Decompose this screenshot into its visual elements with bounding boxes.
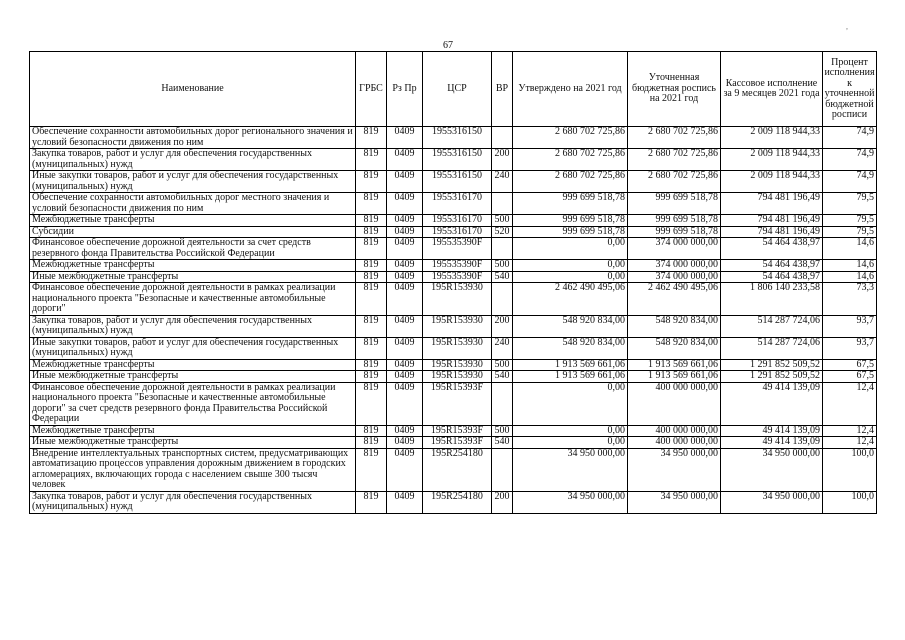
cell-approved: 1 913 569 661,06 (513, 371, 628, 383)
cell-grbs: 819 (356, 337, 387, 359)
cell-csr: 195535390F (423, 260, 492, 272)
cell-grbs: 819 (356, 171, 387, 193)
table-row (30, 491, 877, 513)
table-row (30, 382, 877, 425)
cell-rzpr: 0409 (387, 491, 423, 513)
table-row (30, 425, 877, 437)
cell-csr: 1955316150 (423, 149, 492, 171)
cell-rzpr: 0409 (387, 149, 423, 171)
cell-grbs: 819 (356, 226, 387, 238)
cell-csr: 195R153930 (423, 315, 492, 337)
cell-csr: 195R153930 (423, 337, 492, 359)
cell-cash: 54 464 438,97 (721, 271, 823, 283)
table-row (30, 238, 877, 260)
cell-refined: 400 000 000,00 (628, 425, 721, 437)
cell-name: Иные межбюджетные трансферты (30, 271, 356, 283)
cell-vr (492, 127, 513, 149)
cell-grbs: 819 (356, 149, 387, 171)
cell-vr: 540 (492, 437, 513, 449)
cell-cash: 1 291 852 509,52 (721, 359, 823, 371)
cell-cash: 54 464 438,97 (721, 260, 823, 272)
cell-cash: 49 414 139,09 (721, 437, 823, 449)
cell-percent: 79,5 (823, 226, 877, 238)
cell-csr: 195R254180 (423, 448, 492, 491)
cell-cash: 794 481 196,49 (721, 226, 823, 238)
header-cash: Кассовое исполнение за 9 месяцев 2021 года (721, 52, 823, 127)
cell-grbs: 819 (356, 425, 387, 437)
header-csr: ЦСР (423, 52, 492, 127)
cell-name: Иные межбюджетные трансферты (30, 437, 356, 449)
cell-csr: 195R153930 (423, 283, 492, 316)
cell-rzpr: 0409 (387, 437, 423, 449)
cell-approved: 999 699 518,78 (513, 193, 628, 215)
cell-approved: 0,00 (513, 260, 628, 272)
cell-cash: 2 009 118 944,33 (721, 149, 823, 171)
corner-mark: , (846, 22, 848, 31)
cell-cash: 49 414 139,09 (721, 425, 823, 437)
table-row (30, 271, 877, 283)
cell-cash: 1 291 852 509,52 (721, 371, 823, 383)
cell-refined: 400 000 000,00 (628, 382, 721, 425)
cell-percent: 12,4 (823, 437, 877, 449)
table-body (30, 127, 877, 514)
cell-grbs: 819 (356, 448, 387, 491)
cell-rzpr: 0409 (387, 337, 423, 359)
cell-vr (492, 283, 513, 316)
cell-cash: 34 950 000,00 (721, 448, 823, 491)
table-row (30, 149, 877, 171)
cell-grbs: 819 (356, 193, 387, 215)
cell-name: Обеспечение сохранности автомобильных дорог регионального значения и условий безопасности движения по ним (30, 127, 356, 149)
cell-name: Закупка товаров, работ и услуг для обеспечения государственных (муниципальных) нужд (30, 491, 356, 513)
table-row (30, 437, 877, 449)
header-name: Наименование (30, 52, 356, 127)
cell-name: Финансовое обеспечение дорожной деятельности в рамках реализации национального проекта "Безопасные и качественные автомобильные дороги" за счет средств резервного фонда Правительства Российской Федерации (30, 382, 356, 425)
cell-rzpr: 0409 (387, 226, 423, 238)
cell-vr: 200 (492, 149, 513, 171)
cell-percent: 12,4 (823, 425, 877, 437)
table-row (30, 193, 877, 215)
header-grbs: ГРБС (356, 52, 387, 127)
cell-refined: 374 000 000,00 (628, 271, 721, 283)
cell-approved: 2 680 702 725,86 (513, 127, 628, 149)
cell-vr (492, 193, 513, 215)
cell-grbs: 819 (356, 437, 387, 449)
cell-approved: 0,00 (513, 382, 628, 425)
cell-cash: 34 950 000,00 (721, 491, 823, 513)
table-row (30, 359, 877, 371)
cell-name: Финансовое обеспечение дорожной деятельности в рамках реализации национального проекта "Безопасные и качественные автомобильные дороги" (30, 283, 356, 316)
cell-approved: 34 950 000,00 (513, 491, 628, 513)
cell-cash: 2 009 118 944,33 (721, 171, 823, 193)
cell-name: Межбюджетные трансферты (30, 260, 356, 272)
cell-refined: 400 000 000,00 (628, 437, 721, 449)
cell-vr (492, 238, 513, 260)
cell-vr: 500 (492, 425, 513, 437)
cell-rzpr: 0409 (387, 193, 423, 215)
cell-approved: 999 699 518,78 (513, 215, 628, 227)
header-vr: ВР (492, 52, 513, 127)
cell-refined: 374 000 000,00 (628, 238, 721, 260)
cell-csr: 195535390F (423, 238, 492, 260)
cell-name: Иные межбюджетные трансферты (30, 371, 356, 383)
cell-vr: 500 (492, 215, 513, 227)
cell-grbs: 819 (356, 127, 387, 149)
cell-grbs: 819 (356, 238, 387, 260)
cell-name: Обеспечение сохранности автомобильных дорог местного значения и условий безопасности движения по ним (30, 193, 356, 215)
cell-percent: 74,9 (823, 127, 877, 149)
header-rzpr: Рз Пр (387, 52, 423, 127)
cell-percent: 67,5 (823, 359, 877, 371)
table-row (30, 260, 877, 272)
table-row (30, 371, 877, 383)
cell-percent: 73,3 (823, 283, 877, 316)
cell-percent: 14,6 (823, 238, 877, 260)
header-refined: Уточненная бюджетная роспись на 2021 год (628, 52, 721, 127)
cell-percent: 100,0 (823, 491, 877, 513)
cell-grbs: 819 (356, 315, 387, 337)
cell-name: Субсидии (30, 226, 356, 238)
cell-csr: 1955316170 (423, 215, 492, 227)
cell-approved: 34 950 000,00 (513, 448, 628, 491)
cell-approved: 0,00 (513, 271, 628, 283)
cell-cash: 794 481 196,49 (721, 215, 823, 227)
cell-percent: 74,9 (823, 171, 877, 193)
cell-vr: 240 (492, 337, 513, 359)
cell-vr: 500 (492, 359, 513, 371)
cell-percent: 14,6 (823, 271, 877, 283)
cell-name: Иные закупки товаров, работ и услуг для обеспечения государственных (муниципальных) нужд (30, 171, 356, 193)
cell-cash: 1 806 140 233,58 (721, 283, 823, 316)
cell-name: Внедрение интеллектуальных транспортных систем, предусматривающих автоматизацию процессов управления дорожным движением в городских агломерациях, включающих города с населением свыше 300 тысяч человек (30, 448, 356, 491)
cell-grbs: 819 (356, 215, 387, 227)
cell-rzpr: 0409 (387, 359, 423, 371)
cell-approved: 2 462 490 495,06 (513, 283, 628, 316)
cell-percent: 100,0 (823, 448, 877, 491)
cell-grbs: 819 (356, 382, 387, 425)
cell-rzpr: 0409 (387, 382, 423, 425)
cell-rzpr: 0409 (387, 283, 423, 316)
table-row (30, 127, 877, 149)
cell-refined: 34 950 000,00 (628, 491, 721, 513)
cell-csr: 195R15393F (423, 382, 492, 425)
cell-refined: 999 699 518,78 (628, 193, 721, 215)
cell-refined: 2 680 702 725,86 (628, 171, 721, 193)
cell-vr: 540 (492, 371, 513, 383)
cell-grbs: 819 (356, 491, 387, 513)
cell-csr: 1955316150 (423, 171, 492, 193)
cell-refined: 999 699 518,78 (628, 215, 721, 227)
cell-refined: 2 680 702 725,86 (628, 149, 721, 171)
cell-approved: 2 680 702 725,86 (513, 149, 628, 171)
cell-percent: 93,7 (823, 315, 877, 337)
cell-cash: 2 009 118 944,33 (721, 127, 823, 149)
table-row (30, 448, 877, 491)
cell-rzpr: 0409 (387, 271, 423, 283)
cell-vr: 540 (492, 271, 513, 283)
table-row (30, 215, 877, 227)
cell-rzpr: 0409 (387, 260, 423, 272)
cell-vr: 520 (492, 226, 513, 238)
cell-grbs: 819 (356, 271, 387, 283)
cell-name: Иные закупки товаров, работ и услуг для обеспечения государственных (муниципальных) нужд (30, 337, 356, 359)
cell-csr: 195R153930 (423, 359, 492, 371)
cell-cash: 49 414 139,09 (721, 382, 823, 425)
cell-rzpr: 0409 (387, 238, 423, 260)
cell-approved: 0,00 (513, 238, 628, 260)
cell-vr (492, 382, 513, 425)
table-row (30, 171, 877, 193)
budget-table (29, 51, 877, 514)
cell-csr: 1955316170 (423, 193, 492, 215)
cell-rzpr: 0409 (387, 127, 423, 149)
cell-csr: 195R15393F (423, 425, 492, 437)
cell-refined: 548 920 834,00 (628, 337, 721, 359)
table-row (30, 226, 877, 238)
table-row (30, 337, 877, 359)
cell-vr: 500 (492, 260, 513, 272)
cell-percent: 93,7 (823, 337, 877, 359)
cell-csr: 1955316170 (423, 226, 492, 238)
cell-approved: 0,00 (513, 437, 628, 449)
header-approved: Утверждено на 2021 год (513, 52, 628, 127)
table-row (30, 315, 877, 337)
cell-approved: 548 920 834,00 (513, 337, 628, 359)
cell-approved: 999 699 518,78 (513, 226, 628, 238)
cell-refined: 2 462 490 495,06 (628, 283, 721, 316)
cell-csr: 195R153930 (423, 371, 492, 383)
cell-name: Закупка товаров, работ и услуг для обеспечения государственных (муниципальных) нужд (30, 149, 356, 171)
cell-percent: 67,5 (823, 371, 877, 383)
cell-rzpr: 0409 (387, 371, 423, 383)
cell-csr: 195R15393F (423, 437, 492, 449)
cell-refined: 1 913 569 661,06 (628, 359, 721, 371)
cell-rzpr: 0409 (387, 171, 423, 193)
cell-vr (492, 448, 513, 491)
cell-approved: 2 680 702 725,86 (513, 171, 628, 193)
cell-csr: 195R254180 (423, 491, 492, 513)
cell-cash: 54 464 438,97 (721, 238, 823, 260)
cell-name: Межбюджетные трансферты (30, 425, 356, 437)
cell-approved: 0,00 (513, 425, 628, 437)
table-row (30, 283, 877, 316)
cell-approved: 548 920 834,00 (513, 315, 628, 337)
cell-cash: 514 287 724,06 (721, 337, 823, 359)
cell-csr: 195535390F (423, 271, 492, 283)
cell-grbs: 819 (356, 359, 387, 371)
cell-refined: 1 913 569 661,06 (628, 371, 721, 383)
table-header (30, 52, 877, 127)
cell-rzpr: 0409 (387, 448, 423, 491)
cell-vr: 200 (492, 315, 513, 337)
cell-refined: 34 950 000,00 (628, 448, 721, 491)
cell-refined: 548 920 834,00 (628, 315, 721, 337)
cell-name: Закупка товаров, работ и услуг для обеспечения государственных (муниципальных) нужд (30, 315, 356, 337)
page-number: 67 (443, 40, 453, 51)
cell-rzpr: 0409 (387, 425, 423, 437)
cell-refined: 2 680 702 725,86 (628, 127, 721, 149)
cell-rzpr: 0409 (387, 215, 423, 227)
cell-csr: 1955316150 (423, 127, 492, 149)
cell-grbs: 819 (356, 371, 387, 383)
cell-grbs: 819 (356, 260, 387, 272)
cell-percent: 79,5 (823, 193, 877, 215)
cell-name: Межбюджетные трансферты (30, 215, 356, 227)
cell-approved: 1 913 569 661,06 (513, 359, 628, 371)
cell-cash: 514 287 724,06 (721, 315, 823, 337)
cell-percent: 74,9 (823, 149, 877, 171)
cell-grbs: 819 (356, 283, 387, 316)
cell-cash: 794 481 196,49 (721, 193, 823, 215)
cell-percent: 79,5 (823, 215, 877, 227)
cell-rzpr: 0409 (387, 315, 423, 337)
cell-refined: 999 699 518,78 (628, 226, 721, 238)
cell-percent: 12,4 (823, 382, 877, 425)
cell-name: Межбюджетные трансферты (30, 359, 356, 371)
cell-vr: 200 (492, 491, 513, 513)
cell-vr: 240 (492, 171, 513, 193)
header-percent: Процент исполнения к уточненной бюджетной росписи (823, 52, 877, 127)
cell-percent: 14,6 (823, 260, 877, 272)
cell-name: Финансовое обеспечение дорожной деятельности за счет средств резервного фонда Правительства Российской Федерации (30, 238, 356, 260)
cell-refined: 374 000 000,00 (628, 260, 721, 272)
